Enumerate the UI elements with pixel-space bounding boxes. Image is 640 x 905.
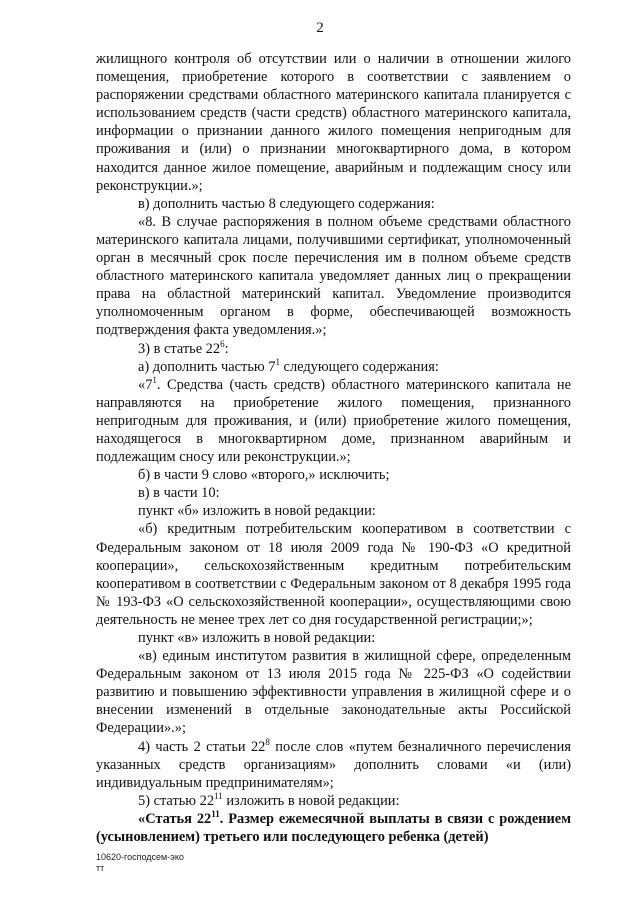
paragraph-5-text: а) дополнить частью 7 bbox=[138, 358, 276, 375]
document-body bbox=[96, 50, 571, 846]
paragraph-5-superscript: 1 bbox=[275, 356, 280, 367]
footer-code: 10620-господсем-эко bbox=[96, 852, 184, 862]
paragraph-4-superscript: 6 bbox=[220, 338, 225, 349]
paragraph-2: в) дополнить частью 8 следующего содержания: bbox=[138, 195, 435, 212]
paragraph-10: «б) кредитным потребительским кооперативом в соответствии с Федеральным законом от 18 июля 2009 года № 190-ФЗ «О кредитной кооперации», сельскохозяйственным кредитным потребительским кооперативом в соответствии с Федеральным законом от 8 декабря 1995 года № 193-ФЗ «О сельскохозяйственной кооперации», осуществляющими свою деятельность не менее трех лет со дня государственной регистрации;»; bbox=[96, 521, 571, 628]
paragraph-13-text-end: после слов «путем безналичного перечисления указанных средств организациям» дополнить словами «и (или) индивидуальным предпринимателям»; bbox=[96, 738, 571, 791]
paragraph-3: «8. В случае распоряжения в полном объеме средствами областного материнского капитала лицами, получившими сертификат, уполномоченный орган в месячный срок после перечисления им в полном объеме средств областного материнского капитала уведомляет данных лиц о прекращении права на областной материнский капитал. Уведомление производится уполномоченным органом в форме, обеспечивающей возможность подтверждения факта уведомления.»; bbox=[96, 213, 571, 339]
paragraph-5 bbox=[96, 358, 571, 376]
paragraph-11: пункт «в» изложить в новой редакции: bbox=[138, 630, 376, 646]
paragraph-14-text: 5) статью 22 bbox=[138, 792, 215, 809]
article-heading-text: «Статья 22 bbox=[138, 810, 212, 827]
paragraph-13 bbox=[96, 738, 571, 792]
article-heading-text-end: . Размер ежемесячной выплаты в связи с рождением (усыновлением) третьего или последующего ребенка (детей) bbox=[96, 810, 571, 846]
paragraph-8: в) в части 10: bbox=[138, 485, 220, 502]
paragraph-6 bbox=[96, 376, 571, 466]
paragraph-7: б) в части 9 слово «второго,» исключить; bbox=[138, 467, 390, 484]
paragraph-5-text-end: следующего содержания: bbox=[279, 358, 439, 375]
document-footer bbox=[96, 852, 184, 874]
footer-initials: тт bbox=[96, 863, 105, 873]
paragraph-4 bbox=[96, 340, 571, 358]
paragraph-14-superscript: 11 bbox=[214, 791, 223, 802]
paragraph-12: «в) единым институтом развития в жилищной сфере, определенным Федеральным законом от 13 июля 2015 года № 225-ФЗ «О содействии развитию и повышению эффективности управления в жилищной сфере и о внесении изменений в отдельные законодательные акты Российской Федерации».»; bbox=[96, 648, 571, 737]
paragraph-4-text-end: : bbox=[224, 340, 229, 357]
paragraph-6-superscript: 1 bbox=[152, 374, 157, 385]
paragraph-6-text: «7 bbox=[138, 376, 153, 393]
page-number: 2 bbox=[316, 20, 324, 36]
paragraph-13-superscript: 8 bbox=[265, 736, 270, 747]
article-heading bbox=[96, 810, 571, 846]
paragraph-14-text-end: изложить в новой редакции: bbox=[222, 792, 400, 809]
paragraph-14 bbox=[96, 792, 571, 810]
paragraph-9: пункт «б» изложить в новой редакции: bbox=[138, 503, 376, 520]
paragraph-4-text: 3) в статье 22 bbox=[138, 340, 221, 357]
article-heading-superscript: 11 bbox=[211, 809, 220, 820]
paragraph-1: жилищного контроля об отсутствии или о наличии в отношении жилого помещения, приобретение которого в соответствии с заявлением о распоряжении средствами областного материнского капитала планируется с использованием средств (части средств) областного материнского капитала, информации о признании данного жилого помещения непригодным для проживания и (или) о признании многоквартирного дома, в котором находится данное жилое помещение, аварийным и подлежащим сносу или реконструкции.»; bbox=[96, 51, 571, 194]
paragraph-13-text: 4) часть 2 статьи 22 bbox=[138, 738, 266, 755]
paragraph-6-text-end: . Средства (часть средств) областного материнского капитала не направляются на приобретение жилого помещения, признанного непригодным для проживания, и (или) приобретение жилого помещения, находящегося в многоквартирном доме, признанном аварийным и подлежащим сносу или реконструкции.»; bbox=[96, 376, 571, 466]
